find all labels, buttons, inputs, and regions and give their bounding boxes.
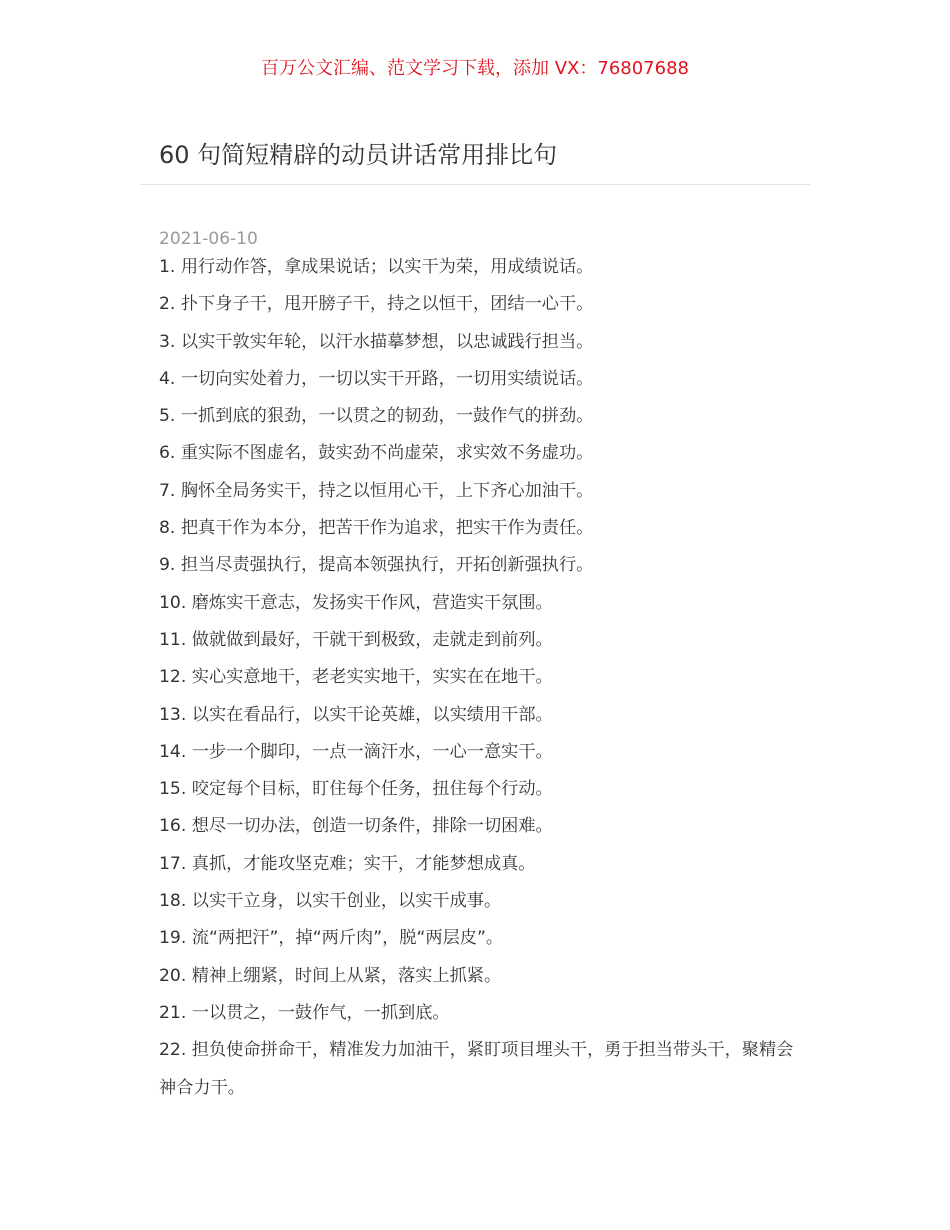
list-item: 1. 用行动作答，拿成果说话；以实干为荣，用成绩说话。 bbox=[159, 257, 594, 277]
list-item: 8. 把真干作为本分，把苦干作为追求，把实干作为责任。 bbox=[159, 518, 594, 539]
list-item: 5. 一抓到底的狠劲，一以贯之的韧劲，一鼓作气的拼劲。 bbox=[159, 406, 594, 427]
phrase-list bbox=[159, 249, 799, 1107]
list-item: 15. 咬定每个目标，盯住每个任务，扭住每个行动。 bbox=[159, 779, 553, 800]
list-item: 21. 一以贯之，一鼓作气，一抓到底。 bbox=[159, 1002, 450, 1023]
title-divider bbox=[140, 184, 810, 185]
list-item: 14. 一步一个脚印，一点一滴汗水，一心一意实干。 bbox=[159, 741, 553, 762]
list-item: 6. 重实际不图虚名，鼓实劲不尚虚荣，求实效不务虚功。 bbox=[159, 443, 594, 464]
list-item: 17. 真抓，才能攻坚克难；实干，才能梦想成真。 bbox=[159, 853, 536, 874]
list-item: 4. 一切向实处着力，一切以实干开路，一切用实绩说话。 bbox=[159, 368, 594, 389]
list-item: 10. 磨炼实干意志，发扬实干作风，营造实干氛围。 bbox=[159, 592, 553, 613]
publish-date: 2021-06-10 bbox=[159, 229, 258, 249]
list-item: 22. 担负使命拼命干，精准发力加油干，紧盯项目埋头干，勇于担当带头干，聚精会神合力干。 bbox=[159, 1040, 794, 1098]
list-item: 13. 以实在看品行，以实干论英雄，以实绩用干部。 bbox=[159, 704, 553, 725]
list-item: 19. 流“两把汗”，掉“两斤肉”，脱“两层皮”。 bbox=[159, 928, 504, 949]
list-item: 9. 担当尽责强执行，提高本领强执行，开拓创新强执行。 bbox=[159, 555, 594, 576]
list-item: 20. 精神上绷紧，时间上从紧，落实上抓紧。 bbox=[159, 965, 502, 986]
list-item: 3. 以实干敦实年轮，以汗水描摹梦想，以忠诚践行担当。 bbox=[159, 331, 594, 352]
list-item: 2. 扑下身子干，甩开膀子干，持之以恒干，团结一心干。 bbox=[159, 294, 594, 315]
list-item: 16. 想尽一切办法，创造一切条件，排除一切困难。 bbox=[159, 816, 553, 837]
list-item: 7. 胸怀全局务实干，持之以恒用心干，上下齐心加油干。 bbox=[159, 480, 594, 501]
promo-banner: 百万公文汇编、范文学习下载，添加 VX：76807688 bbox=[261, 58, 689, 79]
list-item: 12. 实心实意地干，老老实实地干，实实在在地干。 bbox=[159, 667, 553, 688]
list-item: 11. 做就做到最好，干就干到极致，走就走到前列。 bbox=[159, 629, 553, 650]
list-item: 18. 以实干立身，以实干创业，以实干成事。 bbox=[159, 891, 502, 912]
article-title: 60 句简短精辟的动员讲话常用排比句 bbox=[159, 141, 558, 169]
